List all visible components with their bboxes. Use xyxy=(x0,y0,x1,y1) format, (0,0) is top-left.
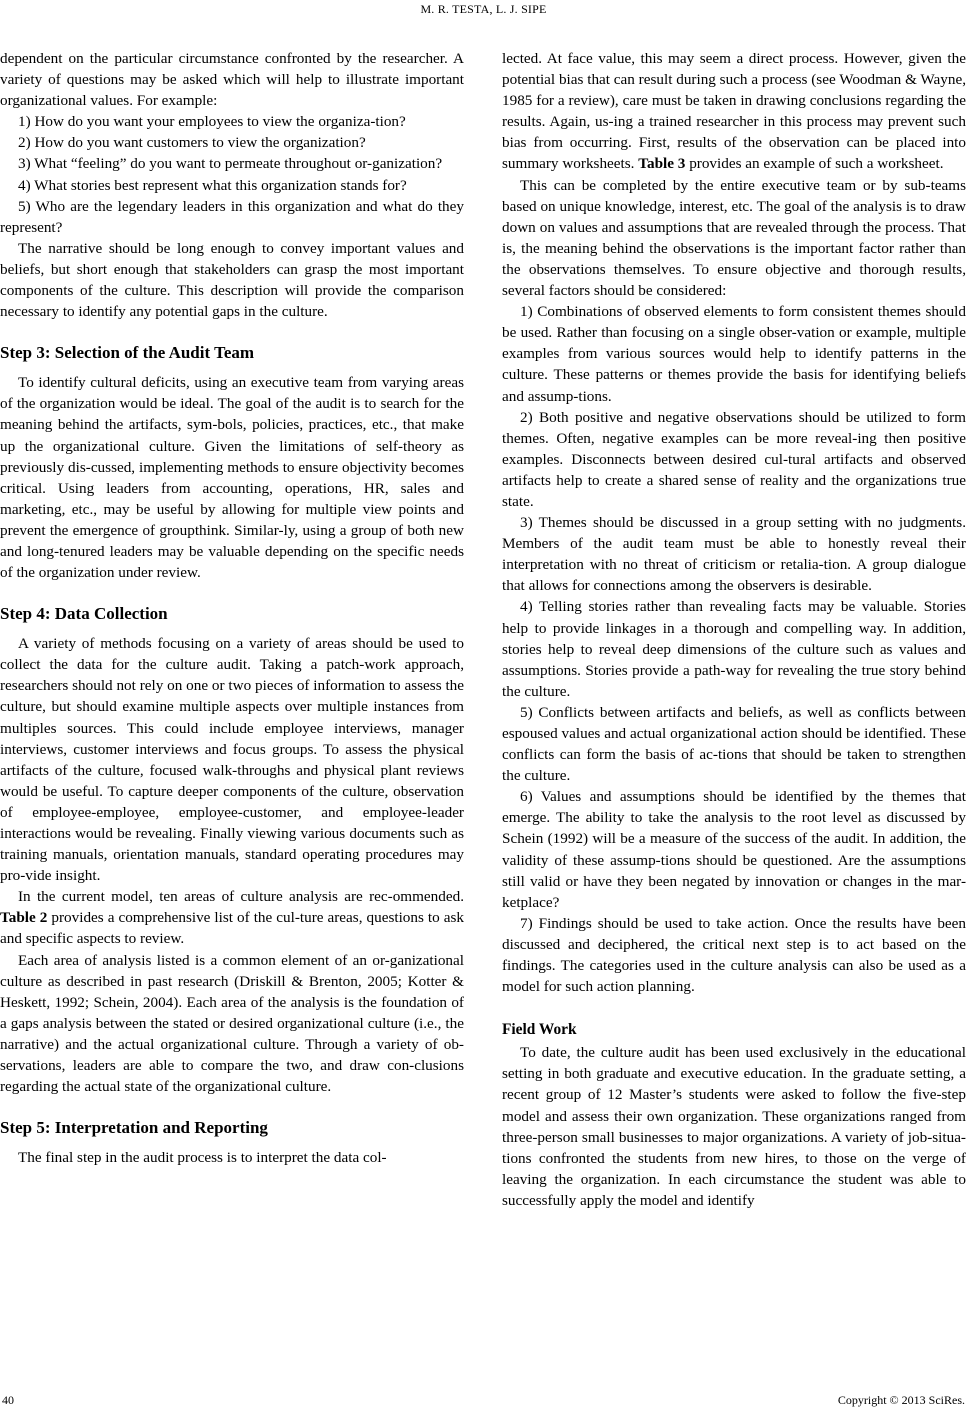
table-reference[interactable]: Table 3 xyxy=(638,155,686,173)
factor-item: 6) Values and assumptions should be identified by the themes that emerge. The ability to take the analysis to the root level as discussed by Schein (1992) will be a measure of the success of the audit. In addition, the validity of these assump-tions should be questioned. Are the assumptions still valid or have they been negated by innovation or changes in the mar-ketplace? xyxy=(502,788,966,911)
factor-item: 2) Both positive and negative observations should be utilized to form themes. Often, negative examples can be more reveal-ing then positive examples. Disconnects between desired cul-tural artifacts and observed artifacts help to create a shared sense of reality and the organizations true state. xyxy=(502,408,966,510)
paragraph: Each area of analysis listed is a common element of an or-ganizational culture as described in past research (Driskill & Brenton, 2005; Kotter & Heskett, 1992; Schein, 2004). Each area of the analysis is the foundation of a gaps analysis between the stated or desired organizational culture (i.e., the narrative) and the actual organizational culture. Through a variety of ob-servations, leaders are able to compare the two, and draw con-clusions regarding the actual state of the organizational culture. xyxy=(0,951,464,1096)
right-column xyxy=(502,48,966,1211)
question-item: 1) How do you want your employees to view the organiza-tion? xyxy=(18,113,406,131)
question-item: 2) How do you want customers to view the organization? xyxy=(18,134,366,152)
paragraph: To date, the culture audit has been used exclusively in the educational setting in both graduate and executive education. In the graduate setting, a recent group of 12 Master’s students were asked to follow the five-step model and assess their own organization. These organizations ranged from three-person small businesses to major organizations. A variety of job-situa-tions confronted the students from new hires, to those on the verge of leaving the organization. In each circumstance the student was able to successfully apply the model and identify xyxy=(502,1044,966,1209)
paragraph: To identify cultural deficits, using an executive team from varying areas of the organization would be ideal. The goal of the audit is to search for the meaning behind the artifacts, sym-bols, policies, practices, etc., that make up the organizational culture. Given the limitations of self-theory as previously dis-cussed, implementing methods to ensure objectivity becomes critical. Using leaders from accounting, operations, HR, sales and marketing, etc., may be useful by allowing for multiple view points and prevent the emergence of groupthink. Similar-ly, using a group of both new and long-tenured leaders may be valuable depending on the specific needs of the organization under review. xyxy=(0,374,464,582)
question-item: 4) What stories best represent what this organization stands for? xyxy=(18,176,407,194)
table-reference[interactable]: Table 2 xyxy=(0,909,48,927)
section-heading-step5: Step 5: Interpretation and Reporting xyxy=(0,1118,268,1138)
running-head: M. R. TESTA, L. J. SIPE xyxy=(420,2,547,16)
paragraph xyxy=(502,48,966,175)
paragraph xyxy=(0,886,464,949)
factor-item: 5) Conflicts between artifacts and beliefs, as well as conflicts between espoused values and actual organizational action should be identified. These conflicts can form the basis of ac-tions that should be taken to strengthen the culture. xyxy=(502,703,966,785)
question-item: 5) Who are the legendary leaders in this organization and what do they represent? xyxy=(0,197,464,236)
text-run: provides a comprehensive list of the cul-ture areas, questions to ask and specific aspects to review. xyxy=(0,909,464,948)
factor-item: 4) Telling stories rather than revealing facts may be valuable. Stories help to provide linkages in a thorough and compelling way. In addition, stories help to reveal deep dimensions of the culture such as values and assumptions. Stories provide a path-way for revealing the true story behind the culture. xyxy=(502,598,966,700)
text-run: provides an example of such a worksheet. xyxy=(689,155,944,173)
paragraph: This can be completed by the entire executive team or by sub-teams based on unique knowledge, interest, etc. The goal of the analysis is to draw down on values and assumptions that are revealed through the process. That is, the meaning behind the observations is the important factor rather than the observations themselves. To ensure objective and thorough results, several factors should be considered: xyxy=(502,176,966,300)
left-column xyxy=(0,48,464,1168)
text-run: lected. At face value, this may seem a direct process. However, given the potential bias that can result during such a process (see Woodman & Wayne, 1985 for a review), care must be taken in drawing conclusions regarding the results. Again, us-ing a trained researcher in this process may prevent such bias from occurring. First, results of the observation can be placed into summary worksheets. xyxy=(502,50,966,173)
paragraph: The narrative should be long enough to convey important values and beliefs, but short enough that stakeholders can grasp the most important components of the culture. This description will provide the comparison necessary to identify any potential gaps in the culture. xyxy=(0,239,464,321)
text-run: In the current model, ten areas of culture analysis are rec-ommended. xyxy=(18,888,464,906)
factor-item: 7) Findings should be used to take action. Once the results have been discussed and deciphered, the critical next step is to act based on the findings. The categories used in the culture analysis can also be used as a model for such action planning. xyxy=(502,914,966,996)
page-number: 40 xyxy=(2,1393,14,1407)
section-heading-step3: Step 3: Selection of the Audit Team xyxy=(0,343,255,363)
question-item: 3) What “feeling” do you want to permeate throughout or-ganization? xyxy=(18,155,443,173)
factor-item: 3) Themes should be discussed in a group setting with no judgments. Members of the audit team must be able to honestly reveal their interpretation with no threat of criticism or retalia-tion. A group dialogue that allows for connections among the observers is desirable. xyxy=(502,514,966,595)
copyright-notice: Copyright © 2013 SciRes. xyxy=(837,1393,965,1407)
factor-item: 1) Combinations of observed elements to form consistent themes should be used. Rather than focusing on a single obser-vation or example, multiple examples from various sources would help to identify patterns in the culture. These patterns or themes provide the basis for identifying beliefs and assump-tions. xyxy=(502,303,966,405)
section-heading-field-work: Field Work xyxy=(502,1021,577,1039)
paragraph: A variety of methods focusing on a variety of areas should be used to collect the data for the culture audit. Taking a patch-work approach, researchers should not rely on one or two pieces of information to assess the culture, but should examine multiple aspects over multiple instances from multiples sources. This could include employee interviews, manager interviews, customer interviews and focus groups. To assess the physical artifacts of the culture, focused walk-throughs and physical plant reviews would be useful. To capture deeper components of the culture, observation of employee-employee, employee-customer, and employee-leader interactions would be revealing. Finally viewing various documents such as training manuals, orientation manuals, standard operating procedures may pro-vide insight. xyxy=(0,635,464,885)
paragraph: The final step in the audit process is to interpret the data col- xyxy=(18,1149,387,1167)
section-heading-step4: Step 4: Data Collection xyxy=(0,604,168,624)
paragraph: dependent on the particular circumstance confronted by the researcher. A variety of questions may be asked which will help to illustrate important organizational values. For example: xyxy=(0,50,464,110)
